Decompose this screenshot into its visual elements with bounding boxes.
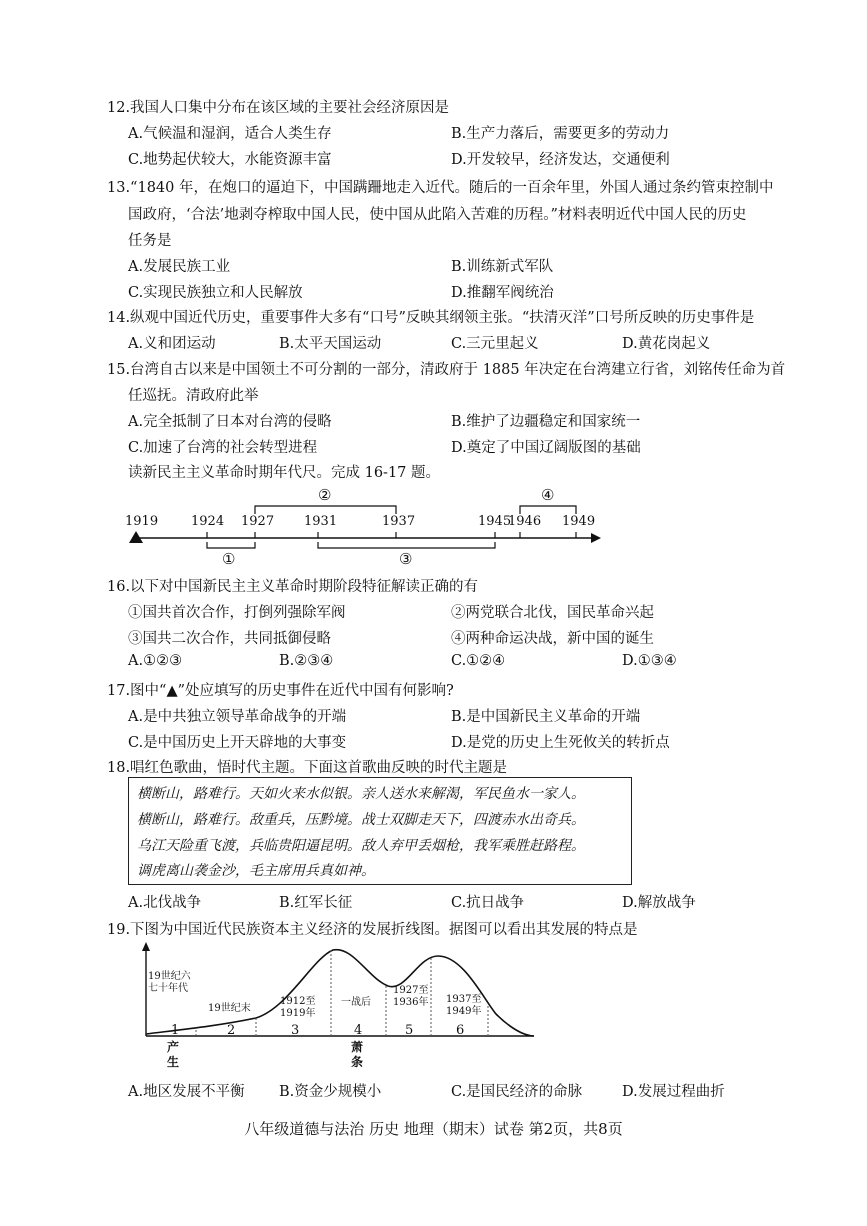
q18-option-b: B.红军长征 (279, 895, 353, 911)
q12-option-b: B.生产力落后，需要更多的劳动力 (451, 126, 670, 142)
below-1-line2: 生 (167, 1055, 180, 1069)
year-1927: 1927 (241, 514, 275, 529)
bracket-3 (318, 542, 495, 548)
segment-1: 1 (171, 1023, 180, 1038)
q14-stem: 14.纵观中国近代历史，重要事件大多有“口号”反映其纲领主张。“扶清灭洋”口号所反映的历史事件是 (107, 310, 755, 326)
year-1919: 1919 (125, 514, 159, 529)
segment-5: 5 (405, 1023, 414, 1038)
timeline-triangle-marker (129, 531, 143, 543)
q17-option-b: B.是中国新民主义革命的开端 (451, 709, 641, 725)
label-1912-line1: 1912至 (280, 996, 316, 1007)
bracket-1 (207, 542, 255, 548)
year-1931: 1931 (304, 514, 338, 529)
label-1927-line2: 1936年 (393, 997, 429, 1008)
q16-statement-3: ③国共二次合作，共同抵御侵略 (128, 631, 331, 647)
label-1937-line2: 1949年 (446, 1006, 482, 1017)
year-1946: 1946 (508, 514, 542, 529)
label-start-line2: 七十年代 (148, 983, 188, 994)
q14-option-a: A.义和团运动 (128, 336, 216, 352)
year-1949: 1949 (562, 514, 596, 529)
year-1945: 1945 (478, 514, 512, 529)
q12-option-d: D.开发较早，经济发达，交通便利 (451, 152, 670, 168)
q15-stem-line1: 15.台湾自古以来是中国领土不可分割的一部分，清政府于 1885 年决定在台湾建立行省，刘铭传任命为首 (107, 362, 786, 378)
q19-option-d: D.发展过程曲折 (622, 1084, 725, 1100)
q18-option-d: D.解放战争 (622, 895, 696, 911)
timeline-chart (115, 480, 615, 570)
q19-option-b: B.资金少规模小 (279, 1084, 382, 1100)
q12-option-c: C.地势起伏较大，水能资源丰富 (128, 152, 332, 168)
q12-option-a: A.气候温和湿润，适合人类生存 (128, 126, 332, 142)
q17-option-c: C.是中国历史上开天辟地的大事变 (128, 735, 347, 751)
q13-stem-line2: 国政府，‘合法’地剥夺榨取中国人民，使中国从此陷入苦难的历程。”材料表明近代中国人民的历史 (128, 207, 747, 223)
below-1-line1: 产 (167, 1040, 180, 1054)
q17-option-a: A.是中共独立领导革命战争的开端 (128, 709, 347, 725)
q19-stem: 19.下图为中国近代民族资本主义经济的发展折线图。据图可以看出其发展的特点是 (107, 922, 638, 938)
q16-statement-1: ①国共首次合作，打倒列强除军阀 (128, 605, 346, 621)
q13-option-d: D.推翻军阀统治 (451, 285, 554, 301)
label-1937-line1: 1937至 (446, 994, 482, 1005)
lyrics-line-4: 调虎离山袭金沙，毛主席用兵真如神。 (137, 863, 375, 879)
q16-option-c: C.①②④ (451, 653, 506, 669)
bracket-2 (255, 506, 396, 514)
q13-option-b: B.训练新式军队 (451, 259, 554, 275)
timeline-arrowhead (591, 533, 601, 543)
q16-option-d: D.①③④ (622, 653, 677, 669)
capitalism-development-graph (138, 938, 558, 1078)
q18-option-a: A.北伐战争 (128, 895, 202, 911)
lyrics-line-2: 横断山，路难行。敌重兵，压黔境。战士双脚走天下，四渡赤水出奇兵。 (137, 812, 585, 828)
q12-stem: 12.我国人口集中分布在该区域的主要社会经济原因是 (107, 100, 450, 116)
q19-option-a: A.地区发展不平衡 (128, 1084, 245, 1100)
q19-option-c: C.是国民经济的命脉 (451, 1084, 583, 1100)
label-1927-line1: 1927至 (393, 985, 429, 996)
timeline-intro: 读新民主主义革命时期年代尺。完成 16-17 题。 (128, 465, 441, 481)
q17-option-d: D.是党的历史上生死攸关的转折点 (451, 735, 670, 751)
year-1924: 1924 (191, 514, 225, 529)
q15-option-b: B.维护了边疆稳定和国家统一 (451, 414, 641, 430)
q17-stem: 17.图中“▲”处应填写的历史事件在近代中国有何影响? (107, 683, 454, 699)
q18-stem: 18.唱红色歌曲，悟时代主题。下面这首歌曲反映的时代主题是 (107, 760, 508, 776)
mark-3: ③ (399, 550, 413, 568)
segment-3: 3 (291, 1023, 300, 1038)
year-1937: 1937 (382, 514, 416, 529)
q13-option-a: A.发展民族工业 (128, 259, 231, 275)
lyrics-line-1: 横断山，路难行。天如火来水似银。亲人送水来解渴，军民鱼水一家人。 (137, 786, 585, 802)
lyrics-line-3: 乌江天险重飞渡，兵临贵阳逼昆明。敌人弃甲丢烟枪，我军乘胜赶路程。 (137, 838, 585, 854)
below-4-line1: 萧 (351, 1040, 364, 1054)
q18-option-c: C.抗日战争 (451, 895, 525, 911)
label-start-line1: 19世纪六 (148, 971, 191, 982)
q16-statement-2: ②两党联合北伐，国民革命兴起 (451, 605, 654, 621)
page-footer: 八年级道德与法治 历史 地理（期末）试卷 第2页，共8页 (244, 1120, 623, 1138)
label-1890: 19世纪末 (208, 1003, 251, 1014)
label-1912-line2: 1919年 (280, 1008, 316, 1019)
q15-option-d: D.奠定了中国辽阔版图的基础 (451, 440, 641, 456)
below-4-line2: 条 (351, 1055, 364, 1069)
q15-stem-line2: 任巡抚。清政府此举 (128, 388, 259, 404)
q15-option-c: C.加速了台湾的社会转型进程 (128, 440, 318, 456)
q14-option-d: D.黄花岗起义 (622, 336, 711, 352)
mark-4: ④ (541, 486, 555, 504)
q13-stem-line1: 13.“1840 年，在炮口的逼迫下，中国蹒跚地走入近代。随后的一百余年里，外国人通过条约管束控制中 (107, 180, 774, 196)
q13-option-c: C.实现民族独立和人民解放 (128, 285, 303, 301)
segment-2: 2 (227, 1023, 236, 1038)
label-ww1: 一战后 (341, 997, 371, 1008)
segment-6: 6 (456, 1023, 465, 1038)
q15-option-a: A.完全抵制了日本对台湾的侵略 (128, 414, 332, 430)
q14-option-c: C.三元里起义 (451, 336, 539, 352)
q18-lyrics-box (128, 777, 632, 885)
q14-option-b: B.太平天国运动 (279, 336, 382, 352)
bracket-4 (520, 506, 576, 514)
q13-stem-line3: 任务是 (128, 233, 172, 249)
development-curve (146, 950, 534, 1036)
q16-statement-4: ④两种命运决战，新中国的诞生 (451, 631, 654, 647)
mark-1: ① (222, 550, 236, 568)
q16-option-a: A.①②③ (128, 653, 183, 669)
segment-4: 4 (354, 1023, 363, 1038)
q16-option-b: B.②③④ (279, 653, 334, 669)
q16-stem: 16.以下对中国新民主主义革命时期阶段特征解读正确的有 (107, 579, 479, 595)
mark-2: ② (318, 486, 332, 504)
